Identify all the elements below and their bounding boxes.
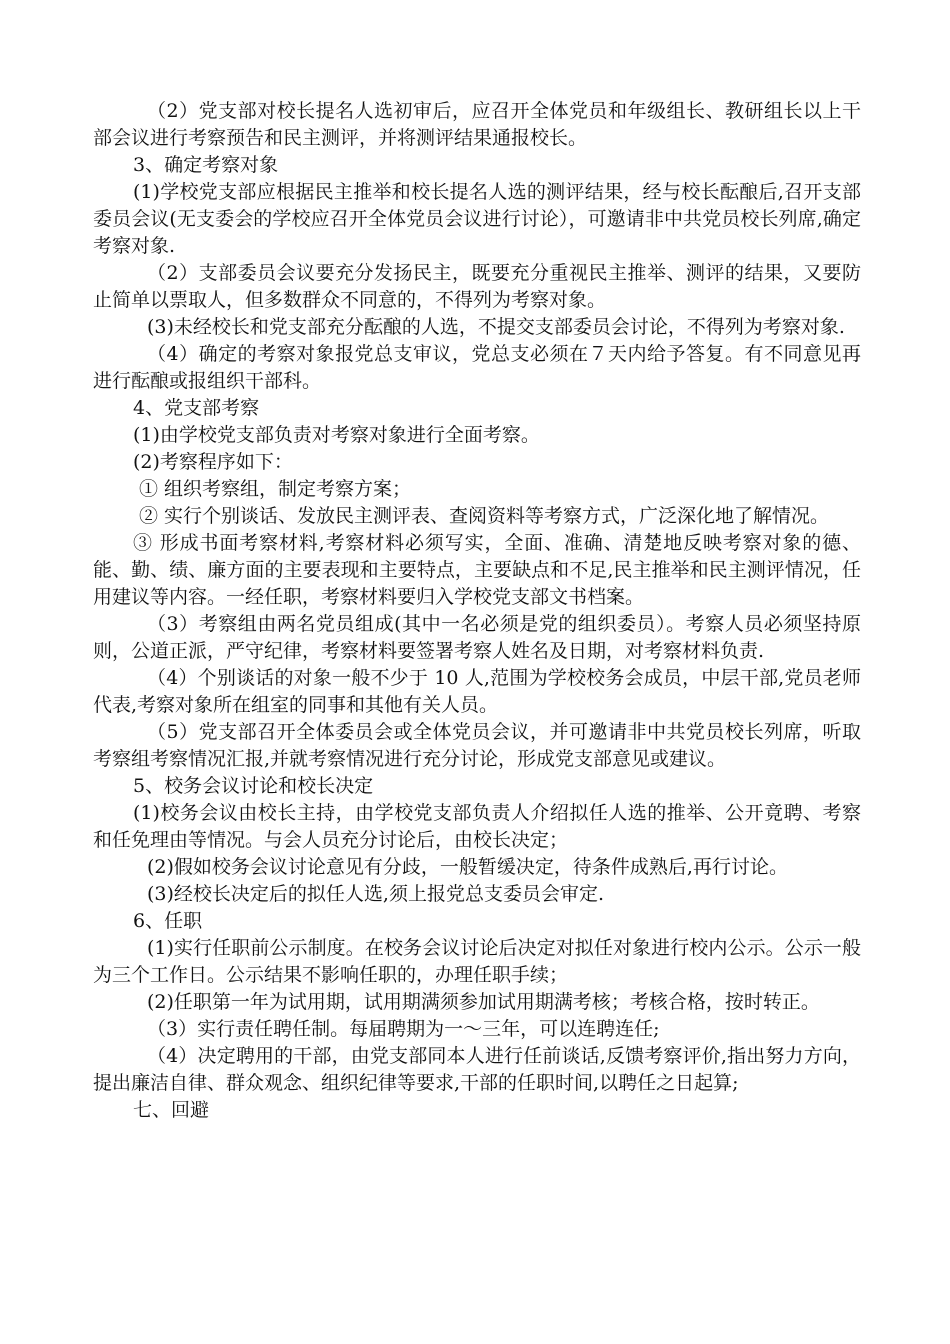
paragraph: （2）党支部对校长提名人选初审后，应召开全体党员和年级组长、教研组长以上干部会议进行考察预告和民主测评，并将测评结果通报校长。 <box>93 100 861 149</box>
paragraph: (1)校务会议由校长主持，由学校党支部负责人介绍拟任人选的推举、公开竟聘、考察和任免理由等情况。与会人员充分讨论后，由校长决定； <box>93 802 861 851</box>
paragraph: (1)学校党支部应根据民主推举和校长提名人选的测评结果，经与校长酝酿后,召开支部委员会议(无支委会的学校应召开全体党员会议进行讨论），可邀请非中共党员校长列席,确定考察对象. <box>93 181 861 257</box>
list-item: ① 组织考察组，制定考察方案； <box>139 478 412 500</box>
paragraph: (3)经校长决定后的拟任人选,须上报党总支委员会审定. <box>147 883 604 905</box>
document-body <box>93 98 861 1124</box>
paragraph: (1)实行任职前公示制度。在校务会议讨论后决定对拟任对象进行校内公示。公示一般为三个工作日。公示结果不影响任职的，办理任职手续； <box>93 937 861 986</box>
list-item: ③ 形成书面考察材料,考察材料必须写实，全面、准确、清楚地反映考察对象的德、能、勤、绩、廉方面的主要表现和主要特点，主要缺点和不足,民主推举和民主测评情况，任用建议等内容。一经任职，考察材料要归入学校党支部文书档案。 <box>93 532 861 608</box>
section-heading-6: 6、任职 <box>133 910 203 932</box>
section-heading-3: 3、确定考察对象 <box>133 154 279 176</box>
paragraph: (2)考察程序如下： <box>133 451 293 473</box>
section-heading-4: 4、党支部考察 <box>133 397 260 419</box>
section-heading-5: 5、校务会议讨论和校长决定 <box>133 775 374 797</box>
paragraph: （4）个别谈话的对象一般不少于 10 人,范围为学校校务会成员，中层干部,党员老师代表,考察对象所在组室的同事和其他有关人员。 <box>93 667 861 716</box>
paragraph: （4）确定的考察对象报党总支审议，党总支必须在７天内给予答复。有不同意见再进行酝酿或报组织干部科。 <box>93 343 861 392</box>
paragraph: （3）实行责任聘任制。每届聘期为一～三年，可以连聘连任; <box>147 1018 660 1040</box>
section-heading-7: 七、回避 <box>133 1099 210 1121</box>
paragraph: (2)任职第一年为试用期，试用期满须参加试用期满考核；考核合格，按时转正。 <box>147 991 820 1013</box>
paragraph: (1)由学校党支部负责对考察对象进行全面考察。 <box>133 424 540 446</box>
paragraph: （5）党支部召开全体委员会或全体党员会议，并可邀请非中共党员校长列席，听取考察组考察情况汇报,并就考察情况进行充分讨论，形成党支部意见或建议。 <box>93 721 861 770</box>
paragraph: （2）支部委员会议要充分发扬民主，既要充分重视民主推举、测评的结果，又要防止简单以票取人，但多数群众不同意的，不得列为考察对象。 <box>93 262 861 311</box>
paragraph: (2)假如校务会议讨论意见有分歧，一般暂缓决定，待条件成熟后,再行讨论。 <box>147 856 788 878</box>
list-item: ② 实行个别谈话、发放民主测评表、查阅资料等考察方式，广泛深化地了解情况。 <box>139 505 830 527</box>
paragraph: （3）考察组由两名党员组成(其中一名必须是党的组织委员）。考察人员必须坚持原则，公道正派，严守纪律，考察材料要签署考察人姓名及日期，对考察材料负责. <box>93 613 861 662</box>
paragraph: （4）决定聘用的干部，由党支部同本人进行任前谈话,反馈考察评价,指出努力方向，提出廉洁自律、群众观念、组织纪律等要求,干部的任职时间,以聘任之日起算; <box>93 1045 861 1094</box>
paragraph: (3)未经校长和党支部充分酝酿的人选，不提交支部委员会讨论，不得列为考察对象. <box>147 316 845 338</box>
